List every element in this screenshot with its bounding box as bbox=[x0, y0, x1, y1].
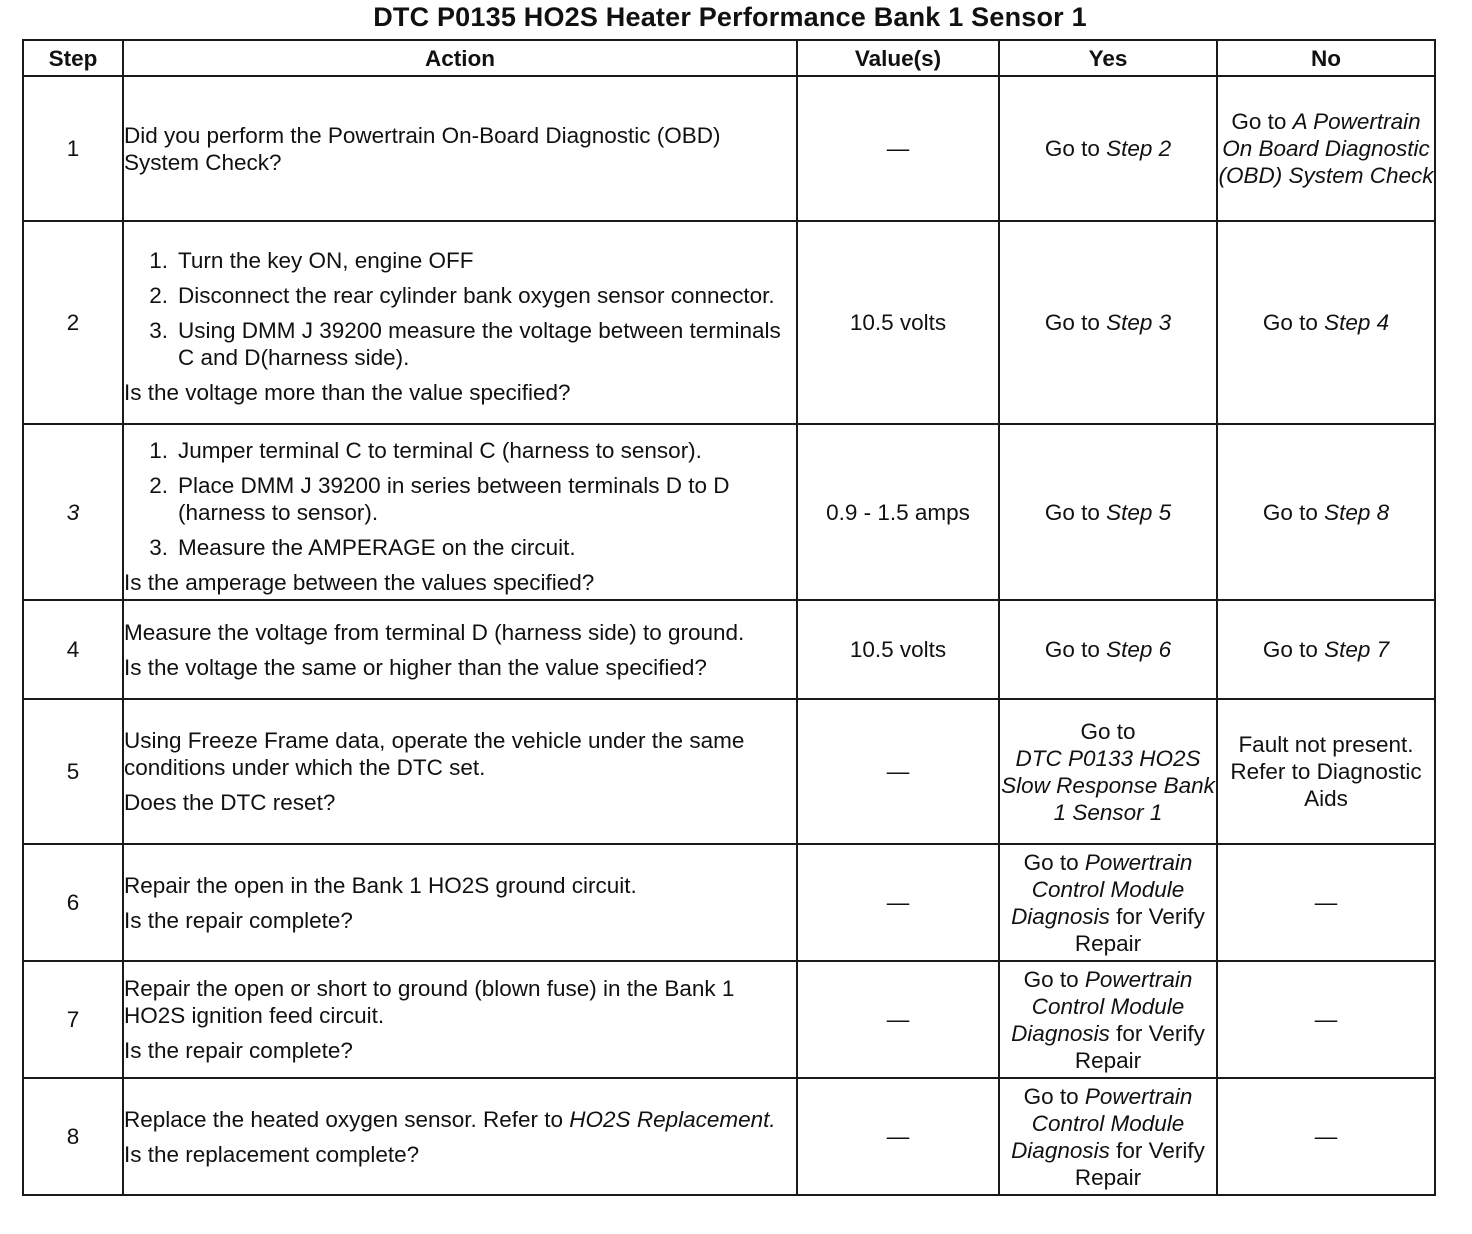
question-text: Does the DTC reset? bbox=[124, 790, 336, 815]
action-cell bbox=[123, 76, 797, 221]
table-row bbox=[23, 221, 1435, 424]
substep-item bbox=[124, 317, 796, 371]
substep-text: Place DMM J 39200 in series between terminals D to D (harness to sensor). bbox=[178, 472, 730, 525]
action-cell bbox=[123, 844, 797, 961]
yes-cell bbox=[999, 221, 1217, 424]
question-text: Is the amperage between the values specified? bbox=[124, 569, 595, 595]
action-text: Repair the open in the Bank 1 HO2S ground circuit. bbox=[124, 872, 637, 898]
yes-pcm-diagnosis-link[interactable]: Powertrain Control Module Diagnosis bbox=[1011, 966, 1193, 1046]
action-cell bbox=[123, 424, 797, 600]
yes-cell bbox=[999, 1078, 1217, 1195]
no-cell bbox=[1217, 221, 1435, 424]
substep-item bbox=[124, 437, 796, 464]
header-row bbox=[23, 40, 1435, 76]
value-cell: — bbox=[797, 844, 999, 961]
no-obd-check-link[interactable]: A Powertrain On Board Diagnostic (OBD) System Check bbox=[1218, 109, 1434, 188]
yes-prefix: Go to bbox=[1044, 136, 1107, 161]
substep-list bbox=[124, 247, 796, 371]
page-title: DTC P0135 HO2S Heater Performance Bank 1 Sensor 1 bbox=[373, 2, 1087, 32]
yes-cell bbox=[999, 76, 1217, 221]
action-cell bbox=[123, 600, 797, 699]
step-number: 4 bbox=[23, 600, 123, 699]
yes-prefix: Go to bbox=[1044, 637, 1107, 662]
yes-pcm-diagnosis-link[interactable]: Powertrain Control Module Diagnosis bbox=[1011, 1083, 1193, 1163]
yes-pcm-diagnosis-link[interactable]: Powertrain Control Module Diagnosis bbox=[1011, 849, 1193, 929]
no-step-link[interactable]: Step 4 bbox=[1324, 310, 1390, 335]
action-column-header: Action bbox=[123, 40, 797, 76]
yes-prefix: Go to bbox=[1044, 499, 1107, 525]
step-number: 2 bbox=[23, 221, 123, 424]
no-prefix: Go to bbox=[1231, 109, 1293, 134]
substep-item bbox=[124, 247, 796, 274]
question-text: Is the replacement complete? bbox=[124, 1141, 420, 1167]
step-number: 8 bbox=[23, 1078, 123, 1195]
table-row bbox=[23, 1078, 1435, 1195]
substep-item bbox=[124, 282, 796, 309]
step-number: 5 bbox=[23, 699, 123, 844]
step-number: 1 bbox=[23, 76, 123, 221]
no-cell bbox=[1217, 424, 1435, 600]
no-column-header: No bbox=[1217, 40, 1435, 76]
table-row bbox=[23, 844, 1435, 961]
substep-number: 2. bbox=[149, 472, 168, 498]
diagnostic-table bbox=[22, 39, 1436, 1196]
no-cell: — bbox=[1217, 961, 1435, 1078]
yes-prefix: Go to bbox=[1023, 849, 1085, 875]
no-cell bbox=[1217, 600, 1435, 699]
yes-cell bbox=[999, 961, 1217, 1078]
step-number: 7 bbox=[23, 961, 123, 1078]
substep-text: Turn the key ON, engine OFF bbox=[178, 248, 474, 273]
substep-text: Measure the AMPERAGE on the circuit. bbox=[178, 534, 576, 560]
ho2s-replacement-link[interactable]: HO2S Replacement. bbox=[569, 1106, 776, 1132]
no-cell: Fault not present. Refer to Diagnostic Aids bbox=[1217, 699, 1435, 844]
yes-cell bbox=[999, 424, 1217, 600]
action-text: Did you perform the Powertrain On-Board Diagnostic (OBD) System Check? bbox=[124, 122, 721, 175]
yes-step-link[interactable]: Step 2 bbox=[1106, 136, 1172, 161]
value-cell: — bbox=[797, 699, 999, 844]
yes-prefix: Go to bbox=[1023, 966, 1085, 992]
no-cell bbox=[1217, 76, 1435, 221]
yes-step-link[interactable]: Step 5 bbox=[1106, 499, 1172, 525]
action-cell bbox=[123, 1078, 797, 1195]
yes-dtc-p0133-link[interactable]: DTC P0133 HO2S Slow Response Bank 1 Sensor 1 bbox=[1001, 745, 1215, 825]
no-prefix: Go to bbox=[1262, 310, 1325, 335]
question-text: Is the repair complete? bbox=[124, 1038, 353, 1063]
substep-item bbox=[124, 534, 796, 561]
yes-step-link[interactable]: Step 3 bbox=[1106, 310, 1172, 335]
no-cell: — bbox=[1217, 1078, 1435, 1195]
substep-text: Using DMM J 39200 measure the voltage between terminals C and D(harness side). bbox=[178, 318, 781, 370]
yes-suffix: for Verify Repair bbox=[1074, 1020, 1205, 1073]
table-row bbox=[23, 76, 1435, 221]
action-text bbox=[124, 1106, 796, 1133]
substep-number: 3. bbox=[149, 318, 168, 343]
action-cell bbox=[123, 961, 797, 1078]
yes-suffix: for Verify Repair bbox=[1074, 1137, 1205, 1190]
no-step-link[interactable]: Step 8 bbox=[1324, 499, 1390, 525]
value-cell: 10.5 volts bbox=[797, 600, 999, 699]
substep-number: 1. bbox=[149, 248, 168, 273]
substep-number: 1. bbox=[149, 437, 168, 463]
value-cell: 0.9 - 1.5 amps bbox=[797, 424, 999, 600]
no-prefix: Go to bbox=[1262, 499, 1325, 525]
action-cell bbox=[123, 221, 797, 424]
table-row bbox=[23, 424, 1435, 600]
action-text: Measure the voltage from terminal D (harness side) to ground. bbox=[124, 619, 745, 645]
table-row bbox=[23, 600, 1435, 699]
question-text: Is the voltage the same or higher than the value specified? bbox=[124, 654, 707, 680]
value-cell: — bbox=[797, 961, 999, 1078]
question-text: Is the repair complete? bbox=[124, 907, 353, 933]
table-row bbox=[23, 961, 1435, 1078]
substep-text: Disconnect the rear cylinder bank oxygen sensor connector. bbox=[178, 283, 775, 308]
yes-prefix: Go to bbox=[1023, 1083, 1085, 1109]
yes-cell bbox=[999, 600, 1217, 699]
action-cell bbox=[123, 699, 797, 844]
yes-prefix: Go to bbox=[1044, 310, 1107, 335]
question-text: Is the voltage more than the value specified? bbox=[124, 380, 571, 405]
action-text: Using Freeze Frame data, operate the vehicle under the same conditions under which the DTC set. bbox=[124, 728, 745, 780]
substep-number: 3. bbox=[149, 534, 168, 560]
yes-prefix: Go to bbox=[1080, 718, 1136, 744]
table-row bbox=[23, 699, 1435, 844]
substep-text: Jumper terminal C to terminal C (harness to sensor). bbox=[178, 437, 702, 463]
substep-item bbox=[124, 472, 796, 526]
substep-number: 2. bbox=[149, 283, 168, 308]
step-number: 3 bbox=[23, 424, 123, 600]
yes-step-link[interactable]: Step 6 bbox=[1106, 637, 1172, 662]
value-cell: 10.5 volts bbox=[797, 221, 999, 424]
values-column-header: Value(s) bbox=[797, 40, 999, 76]
value-cell: — bbox=[797, 1078, 999, 1195]
action-text: Repair the open or short to ground (blown fuse) in the Bank 1 HO2S ignition feed circuit. bbox=[124, 976, 735, 1028]
yes-suffix: for Verify Repair bbox=[1074, 903, 1205, 956]
action-prefix: Replace the heated oxygen sensor. Refer to bbox=[124, 1106, 570, 1132]
yes-cell bbox=[999, 699, 1217, 844]
no-step-link[interactable]: Step 7 bbox=[1324, 637, 1390, 662]
no-cell: — bbox=[1217, 844, 1435, 961]
value-cell: — bbox=[797, 76, 999, 221]
no-prefix: Go to bbox=[1262, 637, 1325, 662]
yes-cell bbox=[999, 844, 1217, 961]
yes-column-header: Yes bbox=[999, 40, 1217, 76]
substep-list bbox=[124, 437, 796, 561]
step-number: 6 bbox=[23, 844, 123, 961]
step-column-header: Step bbox=[23, 40, 123, 76]
